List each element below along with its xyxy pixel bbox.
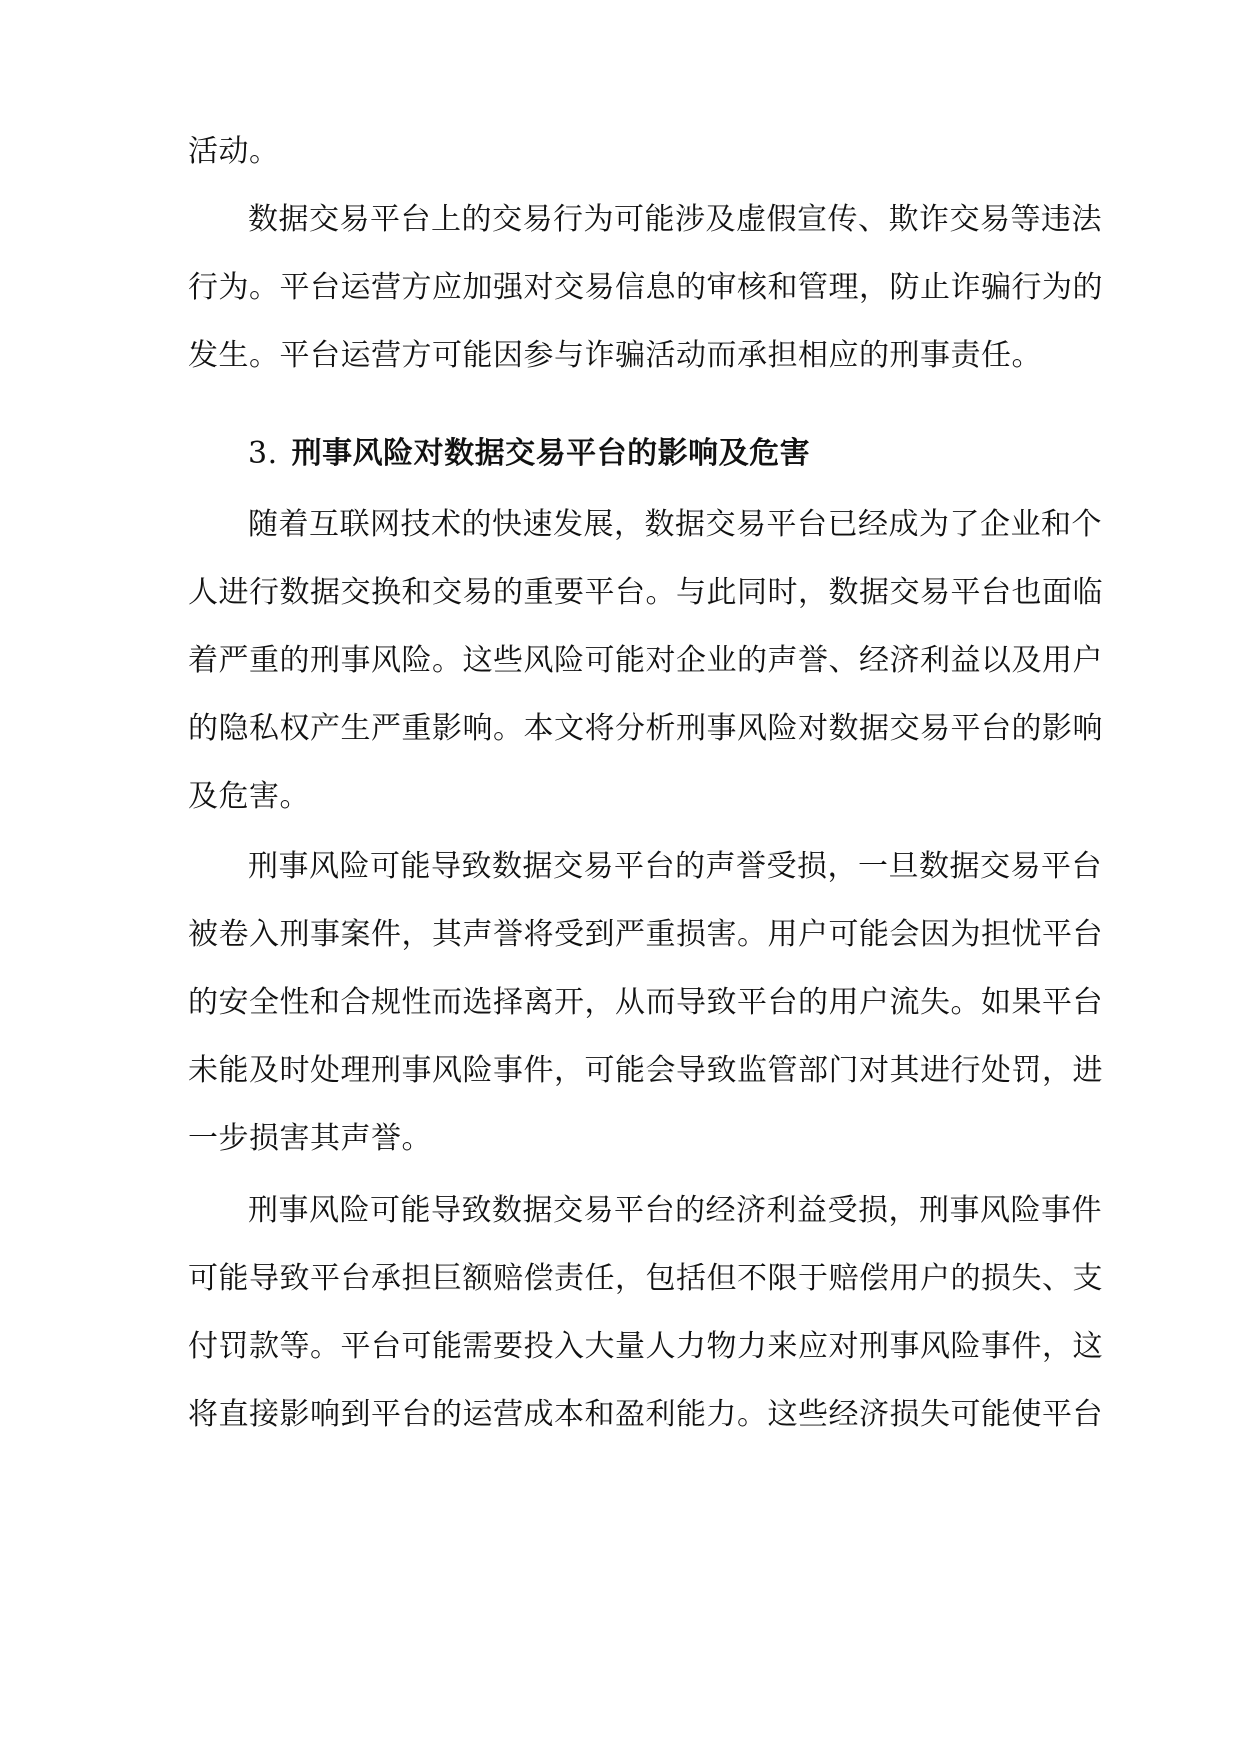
paragraph-line: 刑事风险可能导致数据交易平台的声誉受损，一旦数据交易平台 [248,849,1102,884]
paragraph-line: 随着互联网技术的快速发展，数据交易平台已经成为了企业和个 [248,507,1102,542]
paragraph-line: 被卷入刑事案件，其声誉将受到严重损害。用户可能会因为担忧平台 [188,917,1103,952]
paragraph-line: 的安全性和合规性而选择离开，从而导致平台的用户流失。如果平台 [188,985,1103,1020]
paragraph-line: 数据交易平台上的交易行为可能涉及虚假宣传、欺诈交易等违法 [248,202,1102,237]
paragraph-line: 刑事风险可能导致数据交易平台的经济利益受损，刑事风险事件 [248,1193,1102,1228]
paragraph-line: 未能及时处理刑事风险事件，可能会导致监管部门对其进行处罚，进 [188,1053,1103,1088]
paragraph-line: 着严重的刑事风险。这些风险可能对企业的声誉、经济利益以及用户 [188,643,1103,678]
paragraph-line: 的隐私权产生严重影响。本文将分析刑事风险对数据交易平台的影响 [188,711,1103,746]
paragraph-line: 及危害。 [188,779,310,814]
paragraph-line: 活动。 [188,134,280,169]
paragraph-line: 将直接影响到平台的运营成本和盈利能力。这些经济损失可能使平台 [188,1397,1103,1432]
paragraph-line: 发生。平台运营方可能因参与诈骗活动而承担相应的刑事责任。 [188,338,1042,373]
paragraph-line: 一步损害其声誉。 [188,1121,432,1156]
paragraph-line: 行为。平台运营方应加强对交易信息的审核和管理，防止诈骗行为的 [188,270,1103,305]
paragraph-line: 可能导致平台承担巨额赔偿责任，包括但不限于赔偿用户的损失、支 [188,1261,1103,1296]
paragraph-line: 付罚款等。平台可能需要投入大量人力物力来应对刑事风险事件，这 [188,1329,1103,1364]
section-heading [248,434,810,474]
section-number: 3. [248,436,278,471]
section-title: 刑事风险对数据交易平台的影响及危害 [291,436,811,471]
paragraph-line: 人进行数据交换和交易的重要平台。与此同时，数据交易平台也面临 [188,575,1103,610]
